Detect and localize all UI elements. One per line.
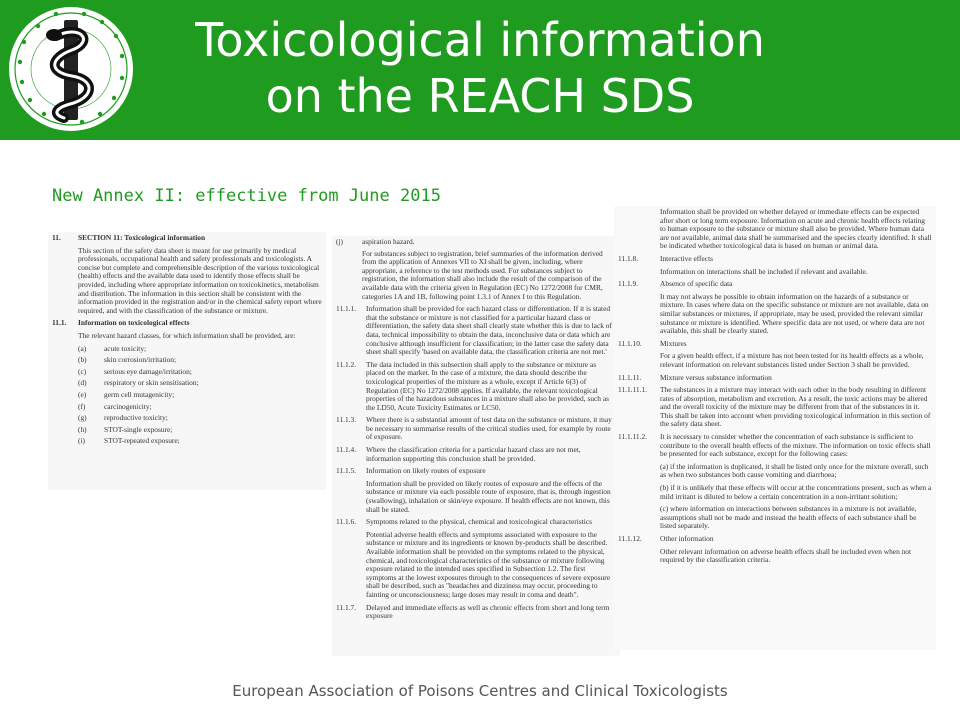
list-key: (h): [78, 424, 87, 434]
section-intro: This section of the safety data sheet is meant for use primarily by medical professionals, occupational health and safety professionals and toxicologists. A concise but complete and comprehensible description of the various toxicological (health) effects and the available data used to identify those effects shall be provided, including where appropriate information on toxicokinetics, metabolism and distribution. The information in this section shall be consistent with the information provided in the registration and/or in the chemical safety report where required, and with the classification of the substance or mixture.: [78, 245, 322, 315]
list-key: (c): [78, 366, 87, 376]
subsection-number: 11.1.10.: [618, 338, 642, 348]
subsection-row: [336, 531, 616, 600]
list-text: STOT-single exposure;: [104, 424, 173, 434]
header-banner: [0, 0, 960, 140]
subsection-row: [618, 433, 932, 459]
subsection-number: 11.1.9.: [618, 279, 639, 289]
list-item: [78, 426, 322, 435]
subsection-number: [618, 548, 660, 565]
subsection-row: [618, 463, 932, 480]
title-line-1: Toxicological information: [195, 13, 765, 67]
list-item: [78, 368, 322, 377]
subsection-row: [336, 480, 616, 514]
subsection-text: Where the classification criteria for a particular hazard class are not met, information supporting this conclusion shall be provided.: [366, 445, 581, 463]
list-key: (e): [78, 389, 87, 399]
list-key: (b): [78, 355, 87, 365]
subsection-text: (a) if the information is duplicated, it shall be listed only once for the mixture overall, such as when two substances both cause vomiting and diarrhoea;: [660, 461, 929, 480]
document-excerpt-middle: [332, 236, 620, 656]
subsection-row: [618, 352, 932, 369]
list-item: [78, 345, 322, 354]
subsection-text: Information shall be provided on likely routes of exposure and the effects of the substance or mixture via each possible route of exposure, that is, through ingestion (swallowing), inhalation or skin/eye exposure. If health effects are not known, this shall be stated.: [366, 478, 611, 514]
list-item: [78, 403, 322, 412]
subsection-text: Delayed and immediate effects as well as chronic effects from short and long term exposure: [366, 602, 610, 621]
list-key: (j): [336, 237, 343, 246]
subsection-number: [618, 352, 660, 369]
document-excerpt-section-11: [48, 232, 326, 490]
subsection-row: [618, 255, 932, 264]
subsection-row: [618, 280, 932, 289]
subsection-number: 11.1.11.2.: [618, 432, 648, 442]
list-text: germ cell mutagenicity;: [104, 389, 175, 399]
subsection-row: [336, 518, 616, 527]
list-text: carcinogenicity;: [104, 401, 152, 411]
list-key: (g): [78, 413, 87, 423]
subsection-row: [618, 548, 932, 565]
subsection-text: It is necessary to consider whether the concentration of each substance is sufficient to contribute to the overall health effects of the mixture. The information on toxic effects shall be presented for each substance, except for the following cases:: [660, 432, 931, 459]
subsection-text: For a given health effect, if a mixture has not been tested for its health effects as a whole, relevant information on relevant substances listed under Section 3 shall be provided.: [660, 351, 924, 369]
footer-text: European Association of Poisons Centres and Clinical Toxicologists: [232, 682, 728, 700]
subsection-text: Mixtures: [660, 338, 687, 348]
subsection-text: The data included in this subsection shall apply to the substance or mixture as placed on the market. In the case of a mixture, the data should describe the toxicological properties of the mixture as a whole, except if Article 6(3) of Regulation (EC) No 1272/2008 applies. If available, the relevant toxicological properties of the hazardous substances in a mixture shall also be provided, such as the LD50, Acute Toxicity Estimates or LC50.: [366, 359, 610, 412]
subsection-text: Information shall be provided for each hazard class or differentiation. If it is stated that the substance or mixture is not classified for a particular hazard class or differentiation, the safety data sheet shall clearly state whether this is due to lack of data, technical impossibility to obtain the data, inconclusive data or data which are conclusive although insufficient for classification; in the latter case the safety data sheet shall specify 'based on available data, the classification criteria are not met.': [366, 304, 612, 357]
subsection-text: (b) if it is unlikely that these effects will occur at the concentrations present, such as when a mild irritant is diluted to below a certain concentration in a non-irritant solution;: [660, 483, 932, 501]
subsection-number: [618, 484, 660, 501]
subsection-list: [336, 305, 616, 621]
subsection-text: Mixture versus substance information: [660, 372, 772, 382]
list-key: (f): [78, 401, 86, 411]
subsection-number: 11.1.1.: [336, 304, 357, 314]
list-text: acute toxicity;: [104, 343, 147, 353]
subsection-row: [618, 535, 932, 544]
section-title: SECTION 11: Toxicological information: [78, 233, 206, 242]
subsection-number: [618, 505, 660, 531]
subsection-number: [618, 293, 660, 336]
subsection-row: [618, 293, 932, 336]
list-text: STOT-repeated exposure;: [104, 436, 180, 446]
subsection-row: [618, 386, 932, 429]
subsection-number: 11.1.4.: [336, 445, 357, 455]
subsection-text: Symptoms related to the physical, chemical and toxicological characteristics: [366, 517, 592, 527]
subsection-row: [618, 208, 932, 251]
subsection-number: 11.1.12.: [618, 534, 642, 543]
list-item: [78, 379, 322, 388]
subsection-row: [618, 268, 932, 277]
subsection-number: [618, 268, 660, 277]
subsection-text: Potential adverse health effects and symptoms associated with exposure to the substance or mixture and its ingredients or known by-products shall be described. Available information shall be provided on the symptoms related to the physical, chemical, and toxicological characteristics of the substance or mixture following exposure related to the intended uses specified in Subsection 1.2. The first symptoms at the lowest exposures through to the consequences of severe exposure shall be described, such as "headaches and dizziness may occur, proceeding to fainting or unconsciousness; large doses may result in coma and death".: [366, 529, 611, 599]
subsection-text: Absence of specific data: [660, 279, 733, 289]
title-line-2: on the REACH SDS: [265, 69, 695, 123]
subsection-text: Interactive effects: [660, 253, 714, 263]
subsection-number: 11.1.11.1.: [618, 385, 648, 395]
list-text: respiratory or skin sensitisation;: [104, 378, 199, 388]
subsection-row: [336, 467, 616, 476]
subsection-text: It may not always be possible to obtain information on the hazards of a substance or mixture. In cases where data on the specific substance or mixture are not available, data on similar substances or mixtures, if appropriate, may be used, provided the relevant similar substance or mixture is identified. Where specific data are not used, or where data are not available, this shall be clearly stated.: [660, 291, 929, 336]
list-item: [336, 238, 616, 247]
subsection-text: Where there is a substantial amount of test data on the substance or mixture, it may be necessary to summarise results of the critical studies used, for example by route of exposure.: [366, 415, 612, 442]
section-number: 11.: [52, 233, 61, 242]
subsection-text: The substances in a mixture may interact with each other in the body resulting in different rates of absorption, metabolism and excretion. As a result, the toxic actions may be altered and the overall toxicity of the mixture may be different from that of the substances in it. This shall be taken into account when providing toxicological information in this section of the safety data sheet.: [660, 385, 931, 429]
subsection-number: 11.1.7.: [336, 602, 357, 612]
subsection-title: Information on toxicological effects: [78, 318, 190, 328]
list-key: (d): [78, 378, 87, 388]
list-item: [78, 391, 322, 400]
subsection-number: 11.1.11.: [618, 372, 642, 382]
list-text: reproductive toxicity;: [104, 413, 168, 423]
list-text: skin corrosion/irritation;: [104, 355, 177, 365]
subsection-number: 11.1.2.: [336, 359, 357, 369]
subsection-text: Other information: [660, 534, 714, 543]
subtitle: New Annex II: effective from June 2015: [52, 186, 441, 206]
list-item: [78, 414, 322, 423]
subsection-text: Information on interactions shall be included if relevant and available.: [660, 266, 868, 276]
list-item: [78, 437, 322, 446]
list-text: serious eye damage/irritation;: [104, 366, 192, 376]
subsection-text: Other relevant information on adverse health effects shall be included even when not required by the classification criteria.: [660, 546, 912, 565]
subsection-text: Information on likely routes of exposure: [366, 466, 486, 476]
subsection-row: [618, 340, 932, 349]
subsection-heading: [52, 319, 322, 328]
subsection-row: [336, 361, 616, 413]
subsection-row: [336, 305, 616, 357]
subsection-number: [618, 463, 660, 480]
subsection-number: 11.1.6.: [336, 517, 357, 527]
subsection-text: (c) where information on interactions between substances in a mixture is not available, assumptions shall not be made and instead the health effects of each substance shall be listed separately.: [660, 504, 917, 531]
subsection-number: 11.1.5.: [336, 466, 357, 476]
list-item: [78, 356, 322, 365]
hazard-class-list: [52, 345, 322, 446]
list-key: (i): [78, 436, 85, 446]
subsection-intro: The relevant hazard classes, for which information shall be provided, are:: [78, 330, 296, 340]
subsection-number: [336, 480, 366, 514]
eapcct-logo-icon: [4, 2, 138, 136]
list-key: (a): [78, 343, 87, 353]
paragraph: For substances subject to registration, brief summaries of the information derived from the application of Annexes VII to XI shall be given, including, where appropriate, a reference to the test methods used. For substances subject to registration, the information shall also include the result of the comparison of the available data with the criteria given in Regulation (EC) No 1272/2008 for CMR, categories 1A and 1B, following point 1.3.1 of Annex I to this Regulation.: [362, 248, 603, 301]
subsection-number: 11.1.8.: [618, 253, 639, 263]
subsection-text: Information shall be provided on whether delayed or immediate effects can be expected after short or long term exposure. Information on acute and chronic health effects relating to human exposure to the substance or mixture shall also be provided. Where human data are not available, animal data shall be summarised and the species clearly identified. It shall be indicated whether toxicological data is based on human or animal data.: [660, 207, 932, 251]
subsection-row: [618, 505, 932, 531]
subsection-row: [618, 484, 932, 501]
list-text: aspiration hazard.: [362, 237, 415, 246]
subsection-row: [336, 604, 616, 621]
subsection-row: [336, 416, 616, 442]
subsection-list: [618, 208, 932, 565]
page-title: [140, 12, 820, 124]
subsection-number: [336, 531, 366, 600]
subsection-number: [618, 208, 660, 251]
subsection-row: [336, 446, 616, 463]
subsection-number: 11.1.3.: [336, 415, 357, 425]
section-heading: [52, 234, 322, 243]
subsection-number: 11.1.: [52, 318, 67, 328]
subsection-row: [618, 374, 932, 383]
document-excerpt-right: [614, 206, 936, 650]
